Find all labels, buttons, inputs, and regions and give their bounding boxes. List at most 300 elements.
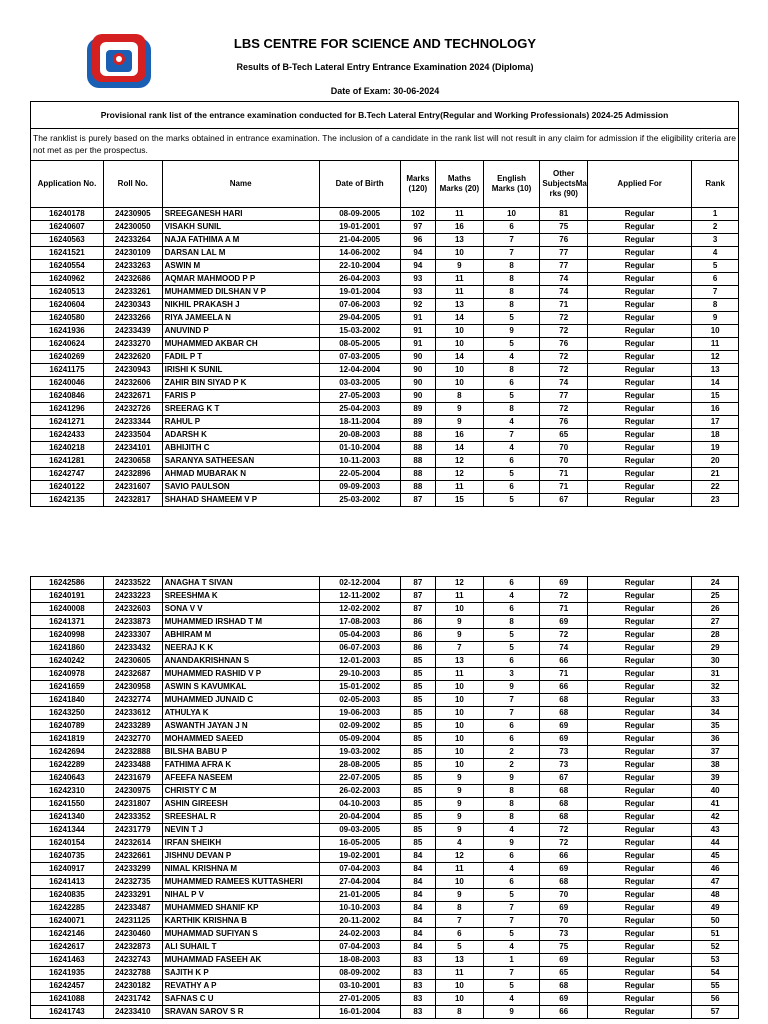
date-of-birth: 09-09-2003 [319,481,400,494]
total-marks: 91 [400,325,435,338]
date-of-birth: 21-04-2005 [319,234,400,247]
applied-for: Regular [588,221,692,234]
english-marks: 7 [483,694,540,707]
table-row [31,325,739,338]
candidate-name: MUHAMMAD FASEEH AK [162,954,319,967]
applied-for: Regular [588,811,692,824]
total-marks: 90 [400,364,435,377]
date-of-birth: 29-04-2005 [319,312,400,325]
maths-marks: 5 [436,941,484,954]
total-marks: 91 [400,338,435,351]
application-no: 16240513 [31,286,104,299]
applied-for: Regular [588,668,692,681]
other-marks: 77 [540,390,588,403]
table-row [31,416,739,429]
applied-for: Regular [588,798,692,811]
maths-marks: 13 [436,655,484,668]
roll-no: 24231125 [103,915,162,928]
table-row [31,850,739,863]
applied-for: Regular [588,299,692,312]
rank: 50 [692,915,739,928]
table-row [31,889,739,902]
date-of-birth: 06-07-2003 [319,642,400,655]
rank: 45 [692,850,739,863]
total-marks: 89 [400,416,435,429]
table-row [31,629,739,642]
date-of-birth: 26-04-2003 [319,273,400,286]
rank: 18 [692,429,739,442]
roll-no: 24230658 [103,455,162,468]
table-header-row [31,161,739,208]
org-name: LBS CENTRE FOR SCIENCE AND TECHNOLOGY [233,36,537,51]
table-row [31,616,739,629]
roll-no: 24232888 [103,746,162,759]
candidate-name: CHRISTY C M [162,785,319,798]
application-no: 16240917 [31,863,104,876]
roll-no: 24233410 [103,1006,162,1019]
rank: 46 [692,863,739,876]
total-marks: 88 [400,442,435,455]
table-row [31,759,739,772]
maths-marks: 9 [436,416,484,429]
other-marks: 74 [540,273,588,286]
maths-marks: 8 [436,902,484,915]
candidate-name: FADIL P T [162,351,319,364]
roll-no: 24233223 [103,590,162,603]
roll-no: 24230943 [103,364,162,377]
rank: 52 [692,941,739,954]
table-row [31,954,739,967]
english-marks: 8 [483,260,540,273]
application-no: 16240218 [31,442,104,455]
application-no: 16242457 [31,980,104,993]
applied-for: Regular [588,707,692,720]
maths-marks: 10 [436,876,484,889]
english-marks: 9 [483,837,540,850]
rank: 5 [692,260,739,273]
table-row [31,455,739,468]
english-marks: 7 [483,234,540,247]
date-of-birth: 03-03-2005 [319,377,400,390]
table-row [31,286,739,299]
english-marks: 8 [483,616,540,629]
roll-no: 24232603 [103,603,162,616]
candidate-name: SRAVAN SAROV S R [162,1006,319,1019]
table-row [31,863,739,876]
maths-marks: 10 [436,247,484,260]
other-marks: 74 [540,642,588,655]
application-no: 16240580 [31,312,104,325]
notice-text-box [30,128,739,161]
applied-for: Regular [588,733,692,746]
other-marks: 77 [540,247,588,260]
roll-no: 24232788 [103,967,162,980]
other-marks: 66 [540,850,588,863]
application-no: 16240607 [31,221,104,234]
roll-no: 24232896 [103,468,162,481]
maths-marks: 9 [436,785,484,798]
applied-for: Regular [588,759,692,772]
maths-marks: 10 [436,993,484,1006]
maths-marks: 14 [436,442,484,455]
application-no: 16241271 [31,416,104,429]
application-no: 16241344 [31,824,104,837]
date-of-birth: 20-04-2004 [319,811,400,824]
col-header: Name [162,161,319,208]
applied-for: Regular [588,325,692,338]
application-no: 16242135 [31,494,104,507]
maths-marks: 10 [436,603,484,616]
table-row [31,707,739,720]
maths-marks: 7 [436,915,484,928]
applied-for: Regular [588,967,692,980]
other-marks: 72 [540,403,588,416]
total-marks: 84 [400,941,435,954]
total-marks: 88 [400,468,435,481]
roll-no: 24233263 [103,260,162,273]
english-marks: 8 [483,286,540,299]
english-marks: 7 [483,915,540,928]
candidate-name: AQMAR MAHMOOD P P [162,273,319,286]
application-no: 16240835 [31,889,104,902]
table-row [31,312,739,325]
date-of-birth: 24-02-2003 [319,928,400,941]
candidate-name: SREEGANESH HARI [162,208,319,221]
maths-marks: 12 [436,577,484,590]
maths-marks: 15 [436,494,484,507]
roll-no: 24233291 [103,889,162,902]
applied-for: Regular [588,785,692,798]
date-of-birth: 04-10-2003 [319,798,400,811]
candidate-name: NIHAL P V [162,889,319,902]
total-marks: 83 [400,993,435,1006]
english-marks: 7 [483,429,540,442]
english-marks: 2 [483,759,540,772]
english-marks: 9 [483,681,540,694]
applied-for: Regular [588,889,692,902]
maths-marks: 9 [436,403,484,416]
table-row [31,746,739,759]
candidate-name: ASHIN GIREESH [162,798,319,811]
maths-marks: 10 [436,325,484,338]
candidate-name: AFEEFA NASEEM [162,772,319,785]
applied-for: Regular [588,642,692,655]
table-row [31,260,739,273]
other-marks: 70 [540,915,588,928]
rank: 24 [692,577,739,590]
date-of-birth: 07-04-2003 [319,941,400,954]
rank: 20 [692,455,739,468]
total-marks: 85 [400,772,435,785]
application-no: 16242617 [31,941,104,954]
maths-marks: 10 [436,364,484,377]
total-marks: 85 [400,811,435,824]
applied-for: Regular [588,928,692,941]
applied-for: Regular [588,338,692,351]
applied-for: Regular [588,746,692,759]
table-row [31,668,739,681]
other-marks: 72 [540,629,588,642]
application-no: 16240998 [31,629,104,642]
maths-marks: 10 [436,746,484,759]
candidate-name: ABHIRAM M [162,629,319,642]
notice-title: Provisional rank list of the entrance examination conducted for B.Tech Lateral Entry(Regular and Working Professionals) 2024-25 Admission [100,110,669,120]
date-of-birth: 19-03-2002 [319,746,400,759]
english-marks: 8 [483,785,540,798]
candidate-name: KARTHIK KRISHNA B [162,915,319,928]
total-marks: 93 [400,286,435,299]
maths-marks: 9 [436,260,484,273]
maths-marks: 11 [436,967,484,980]
table-row [31,941,739,954]
applied-for: Regular [588,980,692,993]
maths-marks: 11 [436,273,484,286]
other-marks: 66 [540,681,588,694]
english-marks: 9 [483,772,540,785]
english-marks: 8 [483,299,540,312]
rank: 47 [692,876,739,889]
maths-marks: 13 [436,234,484,247]
english-marks: 4 [483,351,540,364]
table-row [31,299,739,312]
roll-no: 24233270 [103,338,162,351]
applied-for: Regular [588,273,692,286]
table-row [31,837,739,850]
candidate-name: MUHAMMED IRSHAD T M [162,616,319,629]
table-row [31,247,739,260]
english-marks: 2 [483,746,540,759]
rank: 56 [692,993,739,1006]
total-marks: 85 [400,824,435,837]
maths-marks: 10 [436,338,484,351]
table-row [31,772,739,785]
date-of-birth: 25-03-2002 [319,494,400,507]
rank: 6 [692,273,739,286]
roll-no: 24233504 [103,429,162,442]
maths-marks: 9 [436,772,484,785]
total-marks: 87 [400,603,435,616]
candidate-name: NEERAJ K K [162,642,319,655]
rank: 37 [692,746,739,759]
total-marks: 83 [400,980,435,993]
col-header: English Marks (10) [483,161,540,208]
rank: 23 [692,494,739,507]
candidate-name: NIMAL KRISHNA M [162,863,319,876]
candidate-name: FATHIMA AFRA K [162,759,319,772]
application-no: 16240191 [31,590,104,603]
applied-for: Regular [588,720,692,733]
candidate-name: MUHAMMED DILSHAN V P [162,286,319,299]
date-of-birth: 07-04-2003 [319,863,400,876]
candidate-name: ANANDAKRISHNAN S [162,655,319,668]
col-header: Maths Marks (20) [436,161,484,208]
total-marks: 97 [400,221,435,234]
date-of-birth: 25-04-2003 [319,403,400,416]
application-no: 16240554 [31,260,104,273]
date-of-birth: 14-06-2002 [319,247,400,260]
maths-marks: 13 [436,954,484,967]
candidate-name: AHMAD MUBARAK N [162,468,319,481]
roll-no: 24233266 [103,312,162,325]
rank: 44 [692,837,739,850]
other-marks: 72 [540,351,588,364]
rank: 26 [692,603,739,616]
table-row [31,481,739,494]
english-marks: 5 [483,642,540,655]
total-marks: 85 [400,733,435,746]
col-header: Other SubjectsMa rks (90) [540,161,588,208]
maths-marks: 9 [436,629,484,642]
maths-marks: 11 [436,590,484,603]
english-marks: 5 [483,629,540,642]
roll-no: 24230460 [103,928,162,941]
english-marks: 6 [483,876,540,889]
english-marks: 5 [483,980,540,993]
date-of-birth: 22-07-2005 [319,772,400,785]
rank: 55 [692,980,739,993]
rank: 35 [692,720,739,733]
rank: 21 [692,468,739,481]
total-marks: 86 [400,642,435,655]
rank: 32 [692,681,739,694]
application-no: 16242694 [31,746,104,759]
total-marks: 85 [400,720,435,733]
applied-for: Regular [588,494,692,507]
rank: 1 [692,208,739,221]
candidate-name: ZAHIR BIN SIYAD P K [162,377,319,390]
rank: 25 [692,590,739,603]
candidate-name: NEVIN T J [162,824,319,837]
rank: 43 [692,824,739,837]
other-marks: 65 [540,429,588,442]
maths-marks: 8 [436,1006,484,1019]
total-marks: 85 [400,759,435,772]
candidate-name: MUHAMMED RASHID V P [162,668,319,681]
applied-for: Regular [588,941,692,954]
candidate-name: ABHIJITH C [162,442,319,455]
candidate-name: SREERAG K T [162,403,319,416]
rank: 28 [692,629,739,642]
candidate-name: ALI SUHAIL T [162,941,319,954]
rank: 2 [692,221,739,234]
total-marks: 86 [400,629,435,642]
date-of-birth: 20-08-2003 [319,429,400,442]
candidate-name: ASWIN S KAVUMKAL [162,681,319,694]
table-row [31,928,739,941]
english-marks: 6 [483,221,540,234]
table-row [31,234,739,247]
total-marks: 85 [400,668,435,681]
other-marks: 69 [540,733,588,746]
english-marks: 9 [483,325,540,338]
roll-no: 24232726 [103,403,162,416]
application-no: 16243250 [31,707,104,720]
application-no: 16242289 [31,759,104,772]
roll-no: 24230109 [103,247,162,260]
maths-marks: 11 [436,668,484,681]
roll-no: 24233612 [103,707,162,720]
other-marks: 73 [540,928,588,941]
application-no: 16241860 [31,642,104,655]
total-marks: 87 [400,590,435,603]
table-row [31,390,739,403]
date-of-birth: 27-05-2003 [319,390,400,403]
total-marks: 91 [400,312,435,325]
candidate-name: DARSAN LAL M [162,247,319,260]
english-marks: 6 [483,455,540,468]
other-marks: 76 [540,338,588,351]
candidate-name: ADARSH K [162,429,319,442]
date-of-birth: 12-01-2003 [319,655,400,668]
table-row [31,681,739,694]
other-marks: 68 [540,876,588,889]
table-row [31,720,739,733]
english-marks: 3 [483,668,540,681]
roll-no: 24231607 [103,481,162,494]
date-of-birth: 15-03-2002 [319,325,400,338]
date-of-birth: 02-12-2004 [319,577,400,590]
date-of-birth: 17-08-2003 [319,616,400,629]
table-row [31,442,739,455]
roll-no: 24233488 [103,759,162,772]
application-no: 16241936 [31,325,104,338]
table-row [31,468,739,481]
other-marks: 69 [540,993,588,1006]
other-marks: 75 [540,221,588,234]
applied-for: Regular [588,468,692,481]
total-marks: 102 [400,208,435,221]
other-marks: 71 [540,603,588,616]
other-marks: 77 [540,260,588,273]
roll-no: 24232686 [103,273,162,286]
english-marks: 6 [483,720,540,733]
rank: 29 [692,642,739,655]
application-no: 16240643 [31,772,104,785]
date-of-birth: 22-10-2004 [319,260,400,273]
total-marks: 85 [400,837,435,850]
other-marks: 70 [540,442,588,455]
application-no: 16240242 [31,655,104,668]
applied-for: Regular [588,416,692,429]
total-marks: 84 [400,915,435,928]
roll-no: 24232817 [103,494,162,507]
maths-marks: 10 [436,707,484,720]
applied-for: Regular [588,577,692,590]
english-marks: 7 [483,902,540,915]
applied-for: Regular [588,208,692,221]
other-marks: 76 [540,416,588,429]
table-row [31,364,739,377]
candidate-name: SREESHMA K [162,590,319,603]
rank: 12 [692,351,739,364]
english-marks: 8 [483,364,540,377]
maths-marks: 7 [436,642,484,655]
rank: 9 [692,312,739,325]
roll-no: 24232743 [103,954,162,967]
other-marks: 76 [540,234,588,247]
english-marks: 10 [483,208,540,221]
other-marks: 66 [540,655,588,668]
roll-no: 24232671 [103,390,162,403]
roll-no: 24230182 [103,980,162,993]
table-row [31,993,739,1006]
table-row [31,208,739,221]
roll-no: 24232606 [103,377,162,390]
date-of-birth: 05-04-2003 [319,629,400,642]
application-no: 16242586 [31,577,104,590]
maths-marks: 10 [436,759,484,772]
total-marks: 85 [400,655,435,668]
